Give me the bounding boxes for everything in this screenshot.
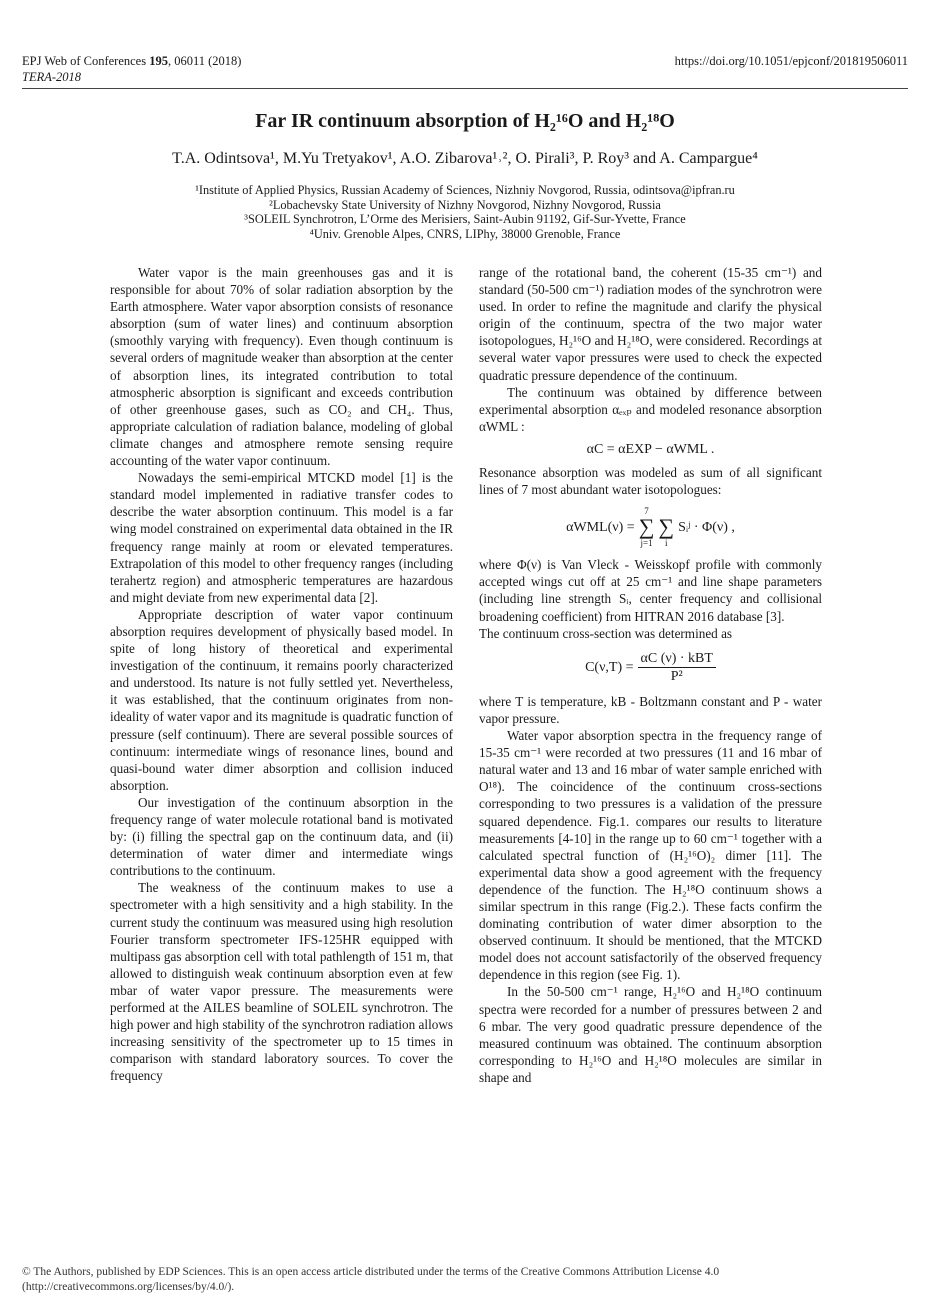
license-link[interactable]: (http://creativecommons.org/licenses/by/4.0/).: [22, 1281, 235, 1293]
doi-link[interactable]: https://doi.org/10.1051/epjconf/201819506011: [674, 54, 908, 68]
paper-title: Far IR continuum absorption of H₂¹⁶O and H₂¹⁸O: [255, 110, 675, 132]
journal-volume: 195: [149, 54, 168, 68]
paragraph: Appropriate description of water vapor continuum absorption requires development of physically based model. In spite of long history of theoretical and experimental investigation of the continuum, it remains poorly characterized and understood. Its nature is not fully settled yet. Nevertheless, it was established, that the continuum originates from non-ideality of water vapor and its magnitude is quadratic function of pressure (self continuum). There are several possible sources of continuum: intermediate wings of resonance lines, bound and quasi-bound water dimer absorption and collision induced absorption.: [110, 606, 453, 793]
affiliation-4: ⁴Univ. Grenoble Alpes, CNRS, LIPhy, 38000 Grenoble, France: [309, 226, 621, 241]
sum-symbol: ∑ i: [658, 514, 675, 549]
header-divider: [22, 88, 908, 89]
left-column: [110, 264, 453, 1085]
paragraph: Nowadays the semi-empirical MTCKD model [1] is the standard model implemented in radiative transfer codes to describe the water absorption continuum. This model is a far wing model constrained on experimental data obtained in the IR frequency range mainly at room or elevated temperatures. Extrapolation of this model to other frequency ranges (including terahertz region) and atmospheric temperatures are hazardous and might deviate from new experimental data [2].: [110, 470, 453, 605]
equation-cross-section: C(ν,T) = $\frac{\text{αC (ν) · kBT}}{\text{P²}}$: [479, 650, 822, 685]
paragraph: range of the rotational band, the coherent (15-35 cm⁻¹) and standard (50-500 cm⁻¹) radiation modes of the synchrotron were used. In order to refine the magnitude and clarify the physical origin of the continuum, spectra of the two major water isotopologues, H₂¹⁶O and H₂¹⁸O, were considered. Recordings at several water vapor pressures were used to check the expected quadratic pressure dependence of the continuum.: [479, 265, 822, 383]
fraction: $\frac{\text{αC (ν) · kBT}}{\text{P²}}$: [638, 650, 716, 685]
paragraph: The weakness of the continuum makes to use a spectrometer with a high sensitivity and a high stability. In the current study the continuum was measured using high resolution Fourier transform spectrometer IFS-125HR equipped with multipass gas absorption cell with total pathlength of 151 m, that allowed to distinguish weak continuum absorption even at few mbar of water vapor pressure. The measurements were performed at the AILES beamline of SOLEIL synchrotron. The high power and high stability of the synchrotron radiation allows increasing sensitivity of the spectrometer up to 15 times in comparison with standard laboratory sources. To cover the frequency: [110, 880, 453, 1084]
paragraph: In the 50-500 cm⁻¹ range, H₂¹⁶O and H₂¹⁸O continuum spectra were recorded for a number of pressures between 2 and 6 mbar. The very good quadratic pressure dependence of the measured continuum was obtained. The continuum absorption corresponding to H₂¹⁶O and H₂¹⁸O molecules are similar in shape and: [479, 984, 822, 1085]
conference-name: TERA-2018: [22, 70, 82, 84]
journal-citation: EPJ Web of Conferences 195, 06011 (2018): [22, 54, 242, 68]
paragraph: where T is temperature, kB - Boltzmann constant and P - water vapor pressure.: [479, 693, 822, 726]
right-column: [479, 264, 822, 1086]
equation-continuum-difference: αC = αEXP − αWML .: [586, 441, 715, 457]
paragraph: The continuum cross-section was determined as: [479, 625, 733, 641]
paragraph: Our investigation of the continuum absorption in the frequency range of water molecule rotational band is motivated by: (i) filling the spectral gap on the continuum data, and (ii) determination of water dimer and intermediate wings contributions to the continuum.: [110, 794, 453, 879]
paragraph: Resonance absorption was modeled as sum of all significant lines of 7 most abundant water isotopologues:: [479, 465, 822, 498]
paragraph: The continuum was obtained by difference between experimental absorption αₑₓₚ and modeled resonance absorption αWML :: [479, 384, 822, 434]
affiliation-2: ²Lobachevsky State University of Nizhny Novgorod, Nizhny Novgorod, Russia: [269, 197, 661, 212]
license-footer: © The Authors, published by EDP Sciences. This is an open access article distributed under the terms of the Creative Commons Attribution License 4.0 (http://creativecommons.org/licenses/by/4.0/).: [22, 1266, 720, 1293]
paragraph: Water vapor is the main greenhouses gas and it is responsible for about 70% of solar radiation absorption by the Earth atmosphere. Water vapor absorption consists of resonance absorption (sum of water lines) and continuum absorption (smoothly varying with frequency). Even though continuum is several orders of magnitude weaker than absorption at the center of absorption lines, its integrated contribution to total atmospheric absorption is significant and exceeds contribution of other greenhouse gases, such as CO₂ and CH₄. Thus, appropriate calculation of radiation balance, modeling of global climate changes and atmosphere remote sensing require accounting of the water vapor continuum.: [110, 265, 453, 469]
affiliation-1: ¹Institute of Applied Physics, Russian Academy of Sciences, Nizhniy Novgorod, Russia, odintsova@ipfran.ru: [195, 183, 735, 197]
paragraph: where Φ(ν) is Van Vleck - Weisskopf profile with commonly accepted wings cut off at 25 cm⁻¹ and line shape parameters (including line strength Sᵢ, center frequency and collisional broadening coefficient) from HITRAN 2016 database [3].: [479, 557, 822, 624]
affiliations: [0, 183, 930, 241]
equation-resonance-sum: αWML(ν) = 7 ∑ j=1 ∑ i Sᵢʲ · Φ(ν) ,: [566, 506, 735, 549]
author-list: T.A. Odintsova¹, M.Yu Tretyakov¹, A.O. Zibarova¹˒², O. Pirali³, P. Roy³ and A. Campargue⁴: [172, 150, 758, 167]
affiliation-3: ³SOLEIL Synchrotron, L’Orme des Merisiers, Saint-Aubin 91192, Gif-Sur-Yvette, France: [244, 212, 686, 226]
sum-symbol: 7 ∑ j=1: [638, 506, 655, 549]
paragraph: Water vapor absorption spectra in the frequency range of 15-35 cm⁻¹ were recorded at two pressures (11 and 16 mbar of natural water and 13 and 16 mbar of water sample enriched with O¹⁸). The coincidence of the continuum cross-sections corresponding to two pressures is a validation of the pressure squared dependence. Fig.1. compares our results to literature measurements [4-10] in the range up to 60 cm⁻¹ together with a calculated spectral function of (H₂¹⁶O)₂ dimer [11]. The experimental data show a good agreement with the frequency dependence of the function. The H₂¹⁸O continuum shows a similar spectrum in this range (Fig.2.). These facts confirm the dominating contribution of water dimer absorption to the observed continuum. It should be mentioned, that the MTCKD model does not account satisfactorily of the observed frequency dependence in this region (see Fig. 1).: [479, 728, 822, 983]
running-header-left: [22, 53, 241, 85]
